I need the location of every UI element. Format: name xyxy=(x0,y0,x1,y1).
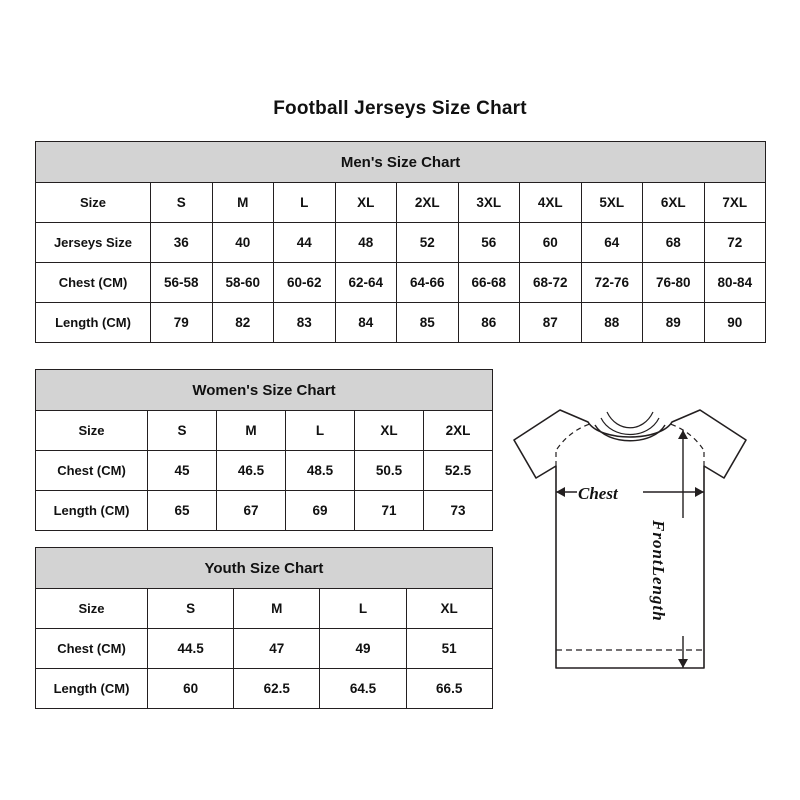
column-header: L xyxy=(286,411,355,451)
table-cell: 80-84 xyxy=(704,263,766,303)
table-title-row xyxy=(36,548,493,589)
table-cell: 76-80 xyxy=(643,263,705,303)
table-cell: 64.5 xyxy=(320,669,406,709)
column-header: 4XL xyxy=(520,183,582,223)
table-cell: 49 xyxy=(320,629,406,669)
mens-table-title: Men's Size Chart xyxy=(36,142,766,183)
table-row xyxy=(36,303,766,343)
table-cell: 62.5 xyxy=(234,669,320,709)
column-header: 7XL xyxy=(704,183,766,223)
table-cell: 64 xyxy=(581,223,643,263)
table-cell: 40 xyxy=(212,223,274,263)
table-title-row xyxy=(36,370,493,411)
table-row xyxy=(36,411,493,451)
column-header: 5XL xyxy=(581,183,643,223)
table-cell: 36 xyxy=(151,223,213,263)
tshirt-outline-icon xyxy=(500,400,790,700)
table-cell: 58-60 xyxy=(212,263,274,303)
table-cell: 56-58 xyxy=(151,263,213,303)
column-header: Size xyxy=(36,589,148,629)
column-header: M xyxy=(217,411,286,451)
table-cell: 48 xyxy=(335,223,397,263)
column-header: Size xyxy=(36,183,151,223)
column-header: XL xyxy=(335,183,397,223)
table-cell: 52.5 xyxy=(424,451,493,491)
column-header: 6XL xyxy=(643,183,705,223)
table-cell: 68 xyxy=(643,223,705,263)
table-cell: 85 xyxy=(397,303,459,343)
tshirt-measurement-diagram xyxy=(500,400,790,700)
column-header: L xyxy=(320,589,406,629)
youth-size-chart-container xyxy=(35,547,493,709)
table-cell: 47 xyxy=(234,629,320,669)
table-cell: 67 xyxy=(217,491,286,531)
table-cell: 66-68 xyxy=(458,263,520,303)
row-label: Chest (CM) xyxy=(36,451,148,491)
column-header: 3XL xyxy=(458,183,520,223)
table-row xyxy=(36,491,493,531)
table-row xyxy=(36,669,493,709)
womens-table-title: Women's Size Chart xyxy=(36,370,493,411)
row-label: Chest (CM) xyxy=(36,629,148,669)
table-cell: 56 xyxy=(458,223,520,263)
table-cell: 52 xyxy=(397,223,459,263)
table-cell: 73 xyxy=(424,491,493,531)
table-cell: 64-66 xyxy=(397,263,459,303)
row-label: Length (CM) xyxy=(36,491,148,531)
table-cell: 46.5 xyxy=(217,451,286,491)
table-row xyxy=(36,183,766,223)
table-cell: 82 xyxy=(212,303,274,343)
table-cell: 62-64 xyxy=(335,263,397,303)
table-cell: 86 xyxy=(458,303,520,343)
womens-size-chart-table xyxy=(35,369,493,531)
table-cell: 88 xyxy=(581,303,643,343)
column-header: L xyxy=(274,183,336,223)
youth-table-title: Youth Size Chart xyxy=(36,548,493,589)
table-cell: 48.5 xyxy=(286,451,355,491)
row-label: Length (CM) xyxy=(36,669,148,709)
table-cell: 60 xyxy=(520,223,582,263)
table-cell: 90 xyxy=(704,303,766,343)
column-header: XL xyxy=(355,411,424,451)
table-title-row xyxy=(36,142,766,183)
table-cell: 72 xyxy=(704,223,766,263)
table-cell: 68-72 xyxy=(520,263,582,303)
table-cell: 69 xyxy=(286,491,355,531)
table-cell: 79 xyxy=(151,303,213,343)
table-cell: 60-62 xyxy=(274,263,336,303)
column-header: S xyxy=(148,411,217,451)
table-cell: 50.5 xyxy=(355,451,424,491)
table-row xyxy=(36,589,493,629)
table-row xyxy=(36,223,766,263)
table-cell: 84 xyxy=(335,303,397,343)
table-row xyxy=(36,629,493,669)
column-header: S xyxy=(148,589,234,629)
column-header: 2XL xyxy=(397,183,459,223)
table-cell: 72-76 xyxy=(581,263,643,303)
row-label: Jerseys Size xyxy=(36,223,151,263)
womens-size-chart-container xyxy=(35,369,493,531)
table-cell: 65 xyxy=(148,491,217,531)
table-cell: 45 xyxy=(148,451,217,491)
table-cell: 44.5 xyxy=(148,629,234,669)
chest-measure-label: Chest xyxy=(578,484,618,503)
table-cell: 44 xyxy=(274,223,336,263)
table-cell: 71 xyxy=(355,491,424,531)
table-cell: 87 xyxy=(520,303,582,343)
table-cell: 51 xyxy=(406,629,492,669)
front-length-measure-label: FrontLength xyxy=(649,520,668,622)
column-header: 2XL xyxy=(424,411,493,451)
table-cell: 60 xyxy=(148,669,234,709)
table-cell: 89 xyxy=(643,303,705,343)
table-row xyxy=(36,263,766,303)
mens-size-chart-table xyxy=(35,141,766,343)
column-header: XL xyxy=(406,589,492,629)
table-cell: 66.5 xyxy=(406,669,492,709)
row-label: Length (CM) xyxy=(36,303,151,343)
youth-size-chart-table xyxy=(35,547,493,709)
page-title: Football Jerseys Size Chart xyxy=(273,98,527,119)
column-header: S xyxy=(151,183,213,223)
column-header: M xyxy=(234,589,320,629)
row-label: Chest (CM) xyxy=(36,263,151,303)
column-header: Size xyxy=(36,411,148,451)
mens-size-chart-container xyxy=(35,141,766,343)
table-row xyxy=(36,451,493,491)
table-cell: 83 xyxy=(274,303,336,343)
column-header: M xyxy=(212,183,274,223)
